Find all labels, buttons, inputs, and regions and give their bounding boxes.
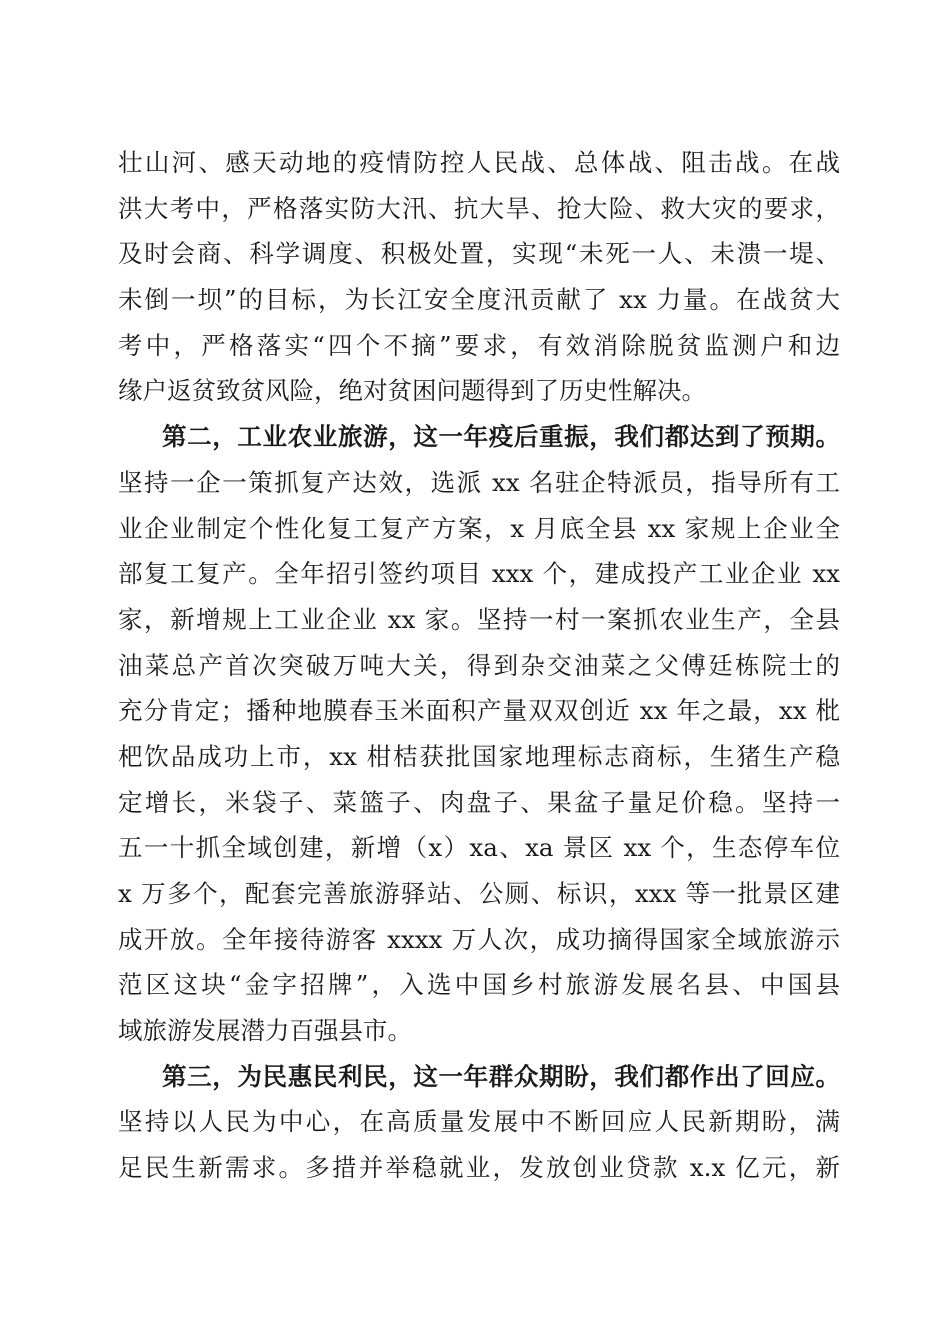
p2-line: 杷饮品成功上市，xx 柑桔获批国家地理标志商标，生猪生产稳 [118, 741, 840, 771]
p2-line: 定增长，米袋子、菜篮子、肉盘子、果盆子量足价稳。坚持一 [118, 787, 840, 817]
p2-line: 域旅游发展潜力百强县市。 [118, 1016, 412, 1046]
p1-line: 考中，严格落实“四个不摘”要求，有效消除脱贫监测户和边 [118, 330, 840, 360]
p2-line: 坚持一企一策抓复产达效，选派 xx 名驻企特派员，指导所有工 [118, 467, 840, 497]
p2-line: 油菜总产首次突破万吨大关，得到杂交油菜之父傅廷栋院士的 [118, 650, 840, 680]
p2-line: 充分肯定；播种地膜春玉米面积产量双双创近 xx 年之最，xx 枇 [118, 696, 840, 726]
p2-line: 家，新增规上工业企业 xx 家。坚持一村一案抓农业生产，全县 [118, 604, 840, 634]
p3-heading: 第三，为民惠民利民，这一年群众期盼，我们都作出了回应。 [162, 1061, 840, 1091]
p1-line: 壮山河、感天动地的疫情防控人民战、总体战、阻击战。在战 [118, 148, 840, 177]
p1-line: 未倒一坝”的目标，为长江安全度汛贡献了 xx 力量。在战贫大 [118, 285, 840, 315]
p2-heading: 第二，工业农业旅游，这一年疫后重振，我们都达到了预期。 [162, 422, 840, 452]
p1-line: 洪大考中，严格落实防大汛、抗大旱、抢大险、救大灾的要求， [118, 193, 840, 223]
body-text [118, 140, 840, 1191]
p3-line: 坚持以人民为中心，在高质量发展中不断回应人民新期盼，满 [118, 1107, 840, 1137]
p1-line: 缘户返贫致贫风险，绝对贫困问题得到了历史性解决。 [118, 376, 706, 406]
p2-line: 成开放。全年接待游客 xxxx 万人次，成功摘得国家全域旅游示 [118, 924, 840, 954]
p2-line: x 万多个，配套完善旅游驿站、公厕、标识，xxx 等一批景区建 [118, 879, 840, 908]
p1-line: 及时会商、科学调度、积极处置，实现“未死一人、未溃一堤、 [118, 239, 840, 269]
p3-line: 足民生新需求。多措并举稳就业，发放创业贷款 x.x 亿元，新 [118, 1153, 840, 1183]
p2-line: 五一十抓全域创建，新增（x）xa、xa 景区 xx 个，生态停车位 [118, 833, 840, 863]
p2-line: 范区这块“金字招牌”，入选中国乡村旅游发展名县、中国县 [118, 970, 840, 1000]
p2-line: 部复工复产。全年招引签约项目 xxx 个，建成投产工业企业 xx [118, 559, 840, 589]
p2-line: 业企业制定个性化复工复产方案，x 月底全县 xx 家规上企业全 [118, 513, 840, 543]
